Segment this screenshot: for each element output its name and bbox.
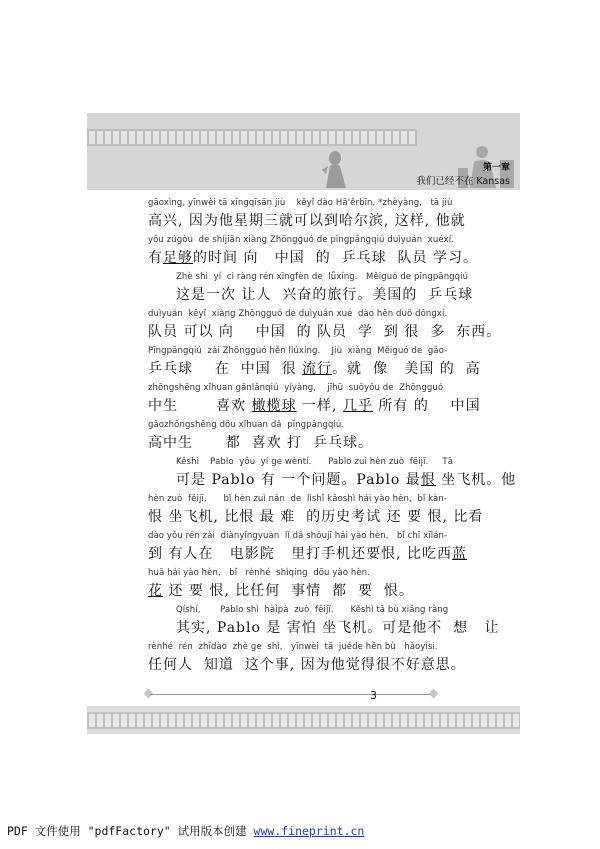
vocab-word: 橄榄球 — [251, 398, 297, 414]
hanzi-segment: 一样, — [296, 398, 343, 414]
hanzi-segment: 乒乓球 在 中国 很 — [148, 361, 303, 377]
pinyin-line: Kěshì Pablo yǒu yí ge wèntí. Pablo zuì hèn zuò fēijī. Tā — [176, 457, 453, 467]
pinyin-line: dào yǒu rén zài diànyǐngyuàn lǐ dǎ shǒujī hái yào hèn, bǐ chī xīlán- — [148, 531, 448, 541]
hanzi-line — [176, 469, 516, 489]
pinyin-line: Pīngpāngqiú zài Zhōngguó hěn liúxíng. Jiù xiàng Měiguó de gāo- — [148, 346, 448, 356]
vocab-word: 蓝 — [452, 546, 468, 562]
footer-text: PDF 文件使用 "pdfFactory" 试用版本创建 — [7, 824, 254, 838]
vocab-word: 足够 — [163, 250, 193, 266]
vocab-word: 几乎 — [342, 398, 373, 414]
hanzi-line: 恨 坐飞机, 比恨 最 难 的历史考试 还 要 恨, 比看 — [148, 509, 484, 525]
pinyin-line: rènhé rén zhīdào zhè ge shì, yīnwèi tā juéde hěn bù hǎoyìsi. — [148, 642, 438, 652]
hanzi-segment: 所有 的 中国 — [372, 398, 481, 414]
hanzi-segment: 可是 Pablo 有 一个问题。Pablo 最 — [176, 472, 421, 488]
pinyin-line: yǒu zúgòu de shíjiān xiàng Zhōngguó de pīngpāngqiú duìyuán xuéxí. — [148, 235, 454, 245]
hanzi-line: 其实, Pablo 是 害怕 坐飞机。可是他不 想 让 — [176, 620, 500, 636]
page-rule — [150, 694, 435, 695]
hanzi-line: 任何人 知道 这个事, 因为他觉得很不好意思。 — [148, 657, 466, 673]
hanzi-segment: 到 有人在 电影院 里打手机还要恨, 比吃西 — [148, 546, 453, 562]
pinyin-line: zhōngshēng xǐhuan gǎnlǎnqiú yíyàng, jīhū suǒyǒu de Zhōngguó — [148, 383, 444, 393]
hanzi-line — [148, 395, 481, 415]
hanzi-line: 高兴, 因为他星期三就可以到哈尔滨, 这样, 他就 — [148, 213, 466, 229]
hanzi-line: 队员 可以 向 中国 的 队员 学 到 很 多 东西。 — [148, 324, 502, 340]
hanzi-line: 这是一次 让人 兴奋的旅行。美国的 乒乓球 — [176, 287, 474, 303]
hanzi-line: 高中生 都 喜欢 打 乒乓球。 — [148, 435, 373, 451]
pinyin-line: duìyuán kěyǐ xiàng Zhōngguó de duìyuán xué dào hěn duō dōngxi. — [148, 309, 448, 319]
vocab-word: 恨 — [420, 472, 436, 488]
hanzi-segment: 中生 喜欢 — [148, 398, 252, 414]
hanzi-line — [148, 580, 414, 600]
pinyin-line: gāozhōngshēng dōu xǐhuan dǎ pīngpāngqiú. — [148, 420, 345, 430]
pinyin-line: Zhè shì yí cì ràng rén xīngfèn de lǚxíng. Měiguó de pīngpāngqiú — [176, 272, 469, 282]
hanzi-line — [148, 543, 467, 563]
vocab-word: 花 — [148, 583, 163, 599]
decorative-border — [87, 712, 520, 729]
pinyin-line: gāoxìng, yīnwèi tā xīngqīsān jiù kěyǐ dào Hā'ěrbīn, *zhèyàng, tā jiù — [148, 198, 453, 208]
chapter-label: 第一章 — [482, 163, 510, 173]
footer-link[interactable]: www.fineprint.cn — [253, 824, 365, 838]
hanzi-line — [148, 358, 481, 378]
hanzi-segment: 的时间 向 中国 的 乒乓球 队员 学习。 — [193, 250, 478, 266]
hanzi-segment: 有 — [148, 250, 163, 266]
vocab-word: 流行 — [302, 361, 333, 377]
pdf-footer — [7, 823, 364, 839]
pinyin-line: hèn zuò fēijī, bǐ hèn zuì nán de lìshǐ kǎoshì hái yào hèn, bǐ kàn- — [148, 494, 447, 504]
chapter-subtitle: 我们已经不在 Kansas — [416, 176, 510, 187]
hanzi-segment: 坐飞机。他 — [435, 472, 517, 488]
hanzi-segment: 还 要 恨, 比任何 事情 都 要 恨。 — [163, 583, 414, 599]
hanzi-segment: 。就 像 美国 的 高 — [332, 361, 481, 377]
pinyin-line: Qíshí, Pablo shì hàipà zuò fēijī. Kěshì tā bù xiǎng ràng — [176, 605, 449, 615]
pinyin-line: huā hái yào hèn, bǐ rènhé shìqing dōu yào hèn. — [148, 568, 370, 578]
page-number: 3 — [370, 689, 377, 702]
hanzi-line — [148, 247, 478, 267]
